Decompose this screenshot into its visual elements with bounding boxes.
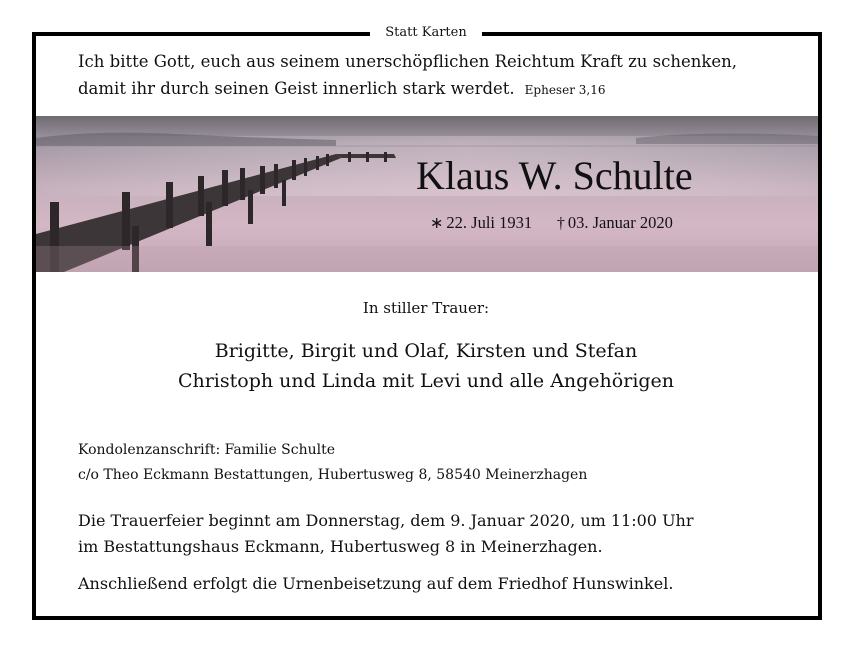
family-names (0, 336, 852, 396)
death-date-text: 03. Januar 2020 (567, 213, 673, 232)
life-dates (430, 212, 790, 235)
urn-burial-info: Anschließend erfolgt die Urnenbeisetzung auf dem Friedhof Hunswinkel. (78, 574, 674, 593)
verse-line-2 (78, 75, 778, 104)
service-line-2: im Bestattungshaus Eckmann, Hubertusweg 8 in Meinerzhagen. (78, 537, 603, 556)
death-cross-icon: † (556, 215, 565, 232)
funeral-service-info (78, 508, 798, 560)
family-line-2: Christoph und Linda mit Levi und alle Angehörigen (177, 370, 675, 392)
verse-line-2-text: damit ihr durch seinen Geist innerlich stark werdet. (78, 79, 515, 98)
family-line-1: Brigitte, Birgit und Olaf, Kirsten und Stefan (214, 340, 638, 362)
condolence-address (78, 438, 798, 488)
birth-date (430, 213, 532, 232)
birth-date-text: 22. Juli 1931 (446, 213, 533, 232)
condolence-line-1: Kondolenzanschrift: Familie Schulte (78, 442, 336, 458)
bible-verse (78, 48, 778, 104)
service-line-1: Die Trauerfeier beginnt am Donnerstag, dem 9. Januar 2020, um 11:00 Uhr (78, 511, 694, 530)
condolence-line-2: c/o Theo Eckmann Bestattungen, Hubertusweg 8, 58540 Meinerzhagen (78, 467, 588, 483)
verse-reference: Epheser 3,16 (524, 83, 606, 97)
death-date (557, 213, 673, 232)
birth-star-icon: ∗ (430, 215, 444, 232)
mourning-intro: In stiller Trauer: (362, 299, 490, 317)
deceased-name: Klaus W. Schulte (416, 153, 693, 198)
verse-line-1: Ich bitte Gott, euch aus seinem unerschöpflichen Reichtum Kraft zu schenken, (78, 52, 738, 71)
statt-karten-label: Statt Karten (370, 24, 482, 42)
